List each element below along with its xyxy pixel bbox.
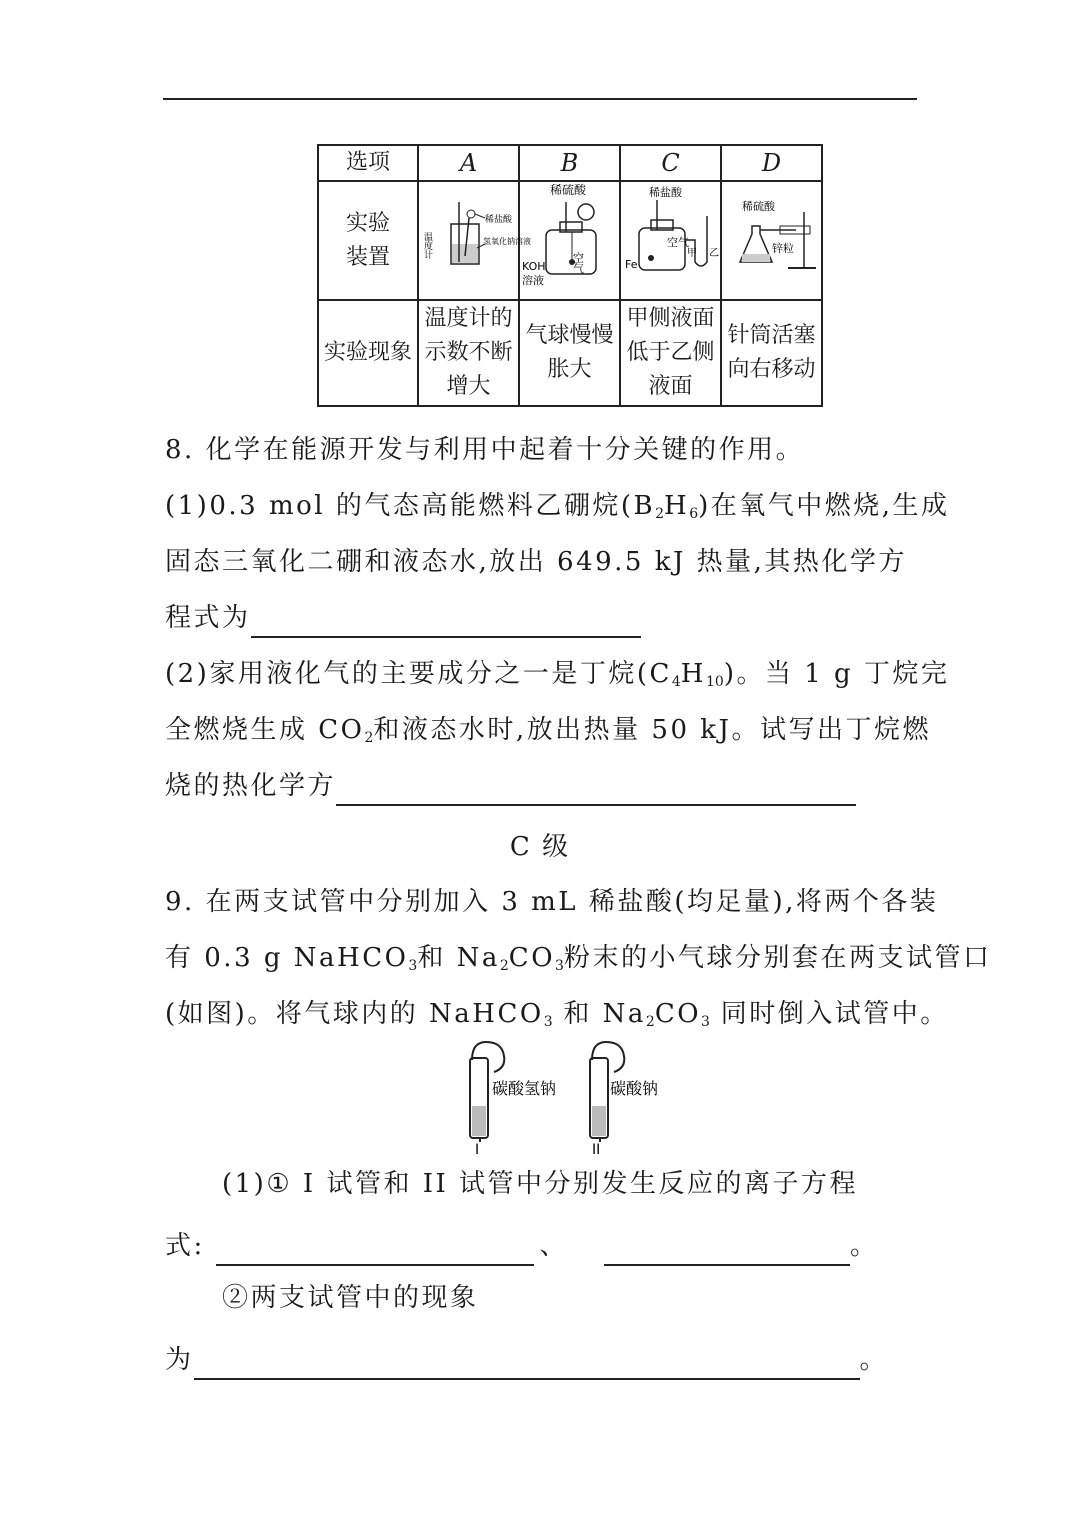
answer-blank[interactable] <box>194 1348 860 1380</box>
text: CO <box>654 999 702 1029</box>
subscript: 2 <box>499 958 509 974</box>
text: 粉末的小气球分别套在两支试管口 <box>563 943 992 973</box>
apparatus-c-diagram <box>623 182 719 288</box>
apparatus-a-diagram <box>421 182 531 288</box>
device-c-cell <box>620 181 721 300</box>
text: 和液态水时,放出热量 50 kJ。试写出丁烷燃 <box>373 715 931 745</box>
device-b-label: 稀硫酸 <box>549 183 586 197</box>
text: 、 <box>539 1231 569 1261</box>
text: 为 <box>165 1345 194 1375</box>
text: 程式为 <box>165 603 251 633</box>
text: 和 Na <box>552 999 646 1029</box>
top-rule <box>163 98 917 100</box>
header-cell: C <box>620 145 721 181</box>
header-cell: A <box>418 145 519 181</box>
acid-liquid-2 <box>592 1106 606 1136</box>
tube-label-2: II <box>592 1142 601 1158</box>
device-a-cell <box>418 181 531 300</box>
tube-label-1: I <box>475 1142 480 1158</box>
q8-part2-line3 <box>165 766 856 806</box>
subscript: 3 <box>408 958 418 974</box>
q8-part2-line1 <box>165 654 949 702</box>
phenomenon-a <box>418 300 519 406</box>
text: 式: <box>165 1231 205 1261</box>
device-a-label: 稀盐酸 <box>484 215 512 225</box>
level-heading: C 级 <box>509 832 571 862</box>
device-a-label: 氢氧化钠溶液 <box>482 237 531 246</box>
phenomenon-d <box>721 300 822 406</box>
phenomenon-c <box>620 300 721 406</box>
label-line: 实验 <box>345 210 390 236</box>
q8-part1-line3 <box>165 598 641 638</box>
device-c-label: 乙 <box>708 248 719 259</box>
device-c-label: 甲 <box>686 248 697 259</box>
acid-liquid-1 <box>472 1106 486 1136</box>
subscript: 6 <box>689 506 699 522</box>
phenomenon-line: 针筒活塞 <box>727 323 816 348</box>
answer-blank[interactable] <box>216 1234 534 1266</box>
device-row-label <box>318 181 418 300</box>
phenomenon-line: 甲侧液面 <box>626 306 715 331</box>
phenomenon-b <box>519 300 620 406</box>
text: H <box>680 659 706 689</box>
device-c-label: Fe <box>624 258 637 271</box>
q8-part2-line2 <box>165 710 931 758</box>
device-d-label: 锌粒 <box>771 242 794 255</box>
apparatus-d-diagram <box>724 182 820 288</box>
subscript: 3 <box>555 958 564 974</box>
subscript: 2 <box>645 1014 655 1030</box>
q9-line1: 9. 在两支试管中分别加入 3 mL 稀盐酸(均足量),将两个各装 <box>165 887 939 917</box>
device-d-label: 稀硫酸 <box>741 200 775 213</box>
device-b-label: 空气 <box>571 252 584 274</box>
subscript: 4 <box>671 674 681 690</box>
q9-line2 <box>165 938 991 986</box>
figure-label-na2co3: 碳酸钠 <box>610 1079 659 1098</box>
text: 同时倒入试管中。 <box>709 999 949 1029</box>
subscript: 3 <box>543 1014 553 1030</box>
answer-blank[interactable] <box>604 1234 850 1266</box>
phenomenon-line: 低于乙侧 <box>626 340 715 365</box>
answer-blank[interactable] <box>251 606 641 638</box>
device-b-cell <box>519 181 620 300</box>
q9-line3 <box>165 994 949 1042</box>
subscript: 2 <box>364 730 374 746</box>
text: )。当 1 g 丁烷完 <box>723 659 950 689</box>
subscript: 3 <box>701 1014 710 1030</box>
answer-blank[interactable] <box>336 774 856 806</box>
q9-part2-line2 <box>165 1340 888 1380</box>
device-b-label: KOH <box>521 260 546 273</box>
text: (如图)。将气球内的 NaHCO <box>165 999 544 1029</box>
header-cell: D <box>721 145 822 181</box>
text: )在氧气中燃烧,生成 <box>698 491 950 521</box>
q9-part1-line1: (1)① I 试管和 II 试管中分别发生反应的离子方程 <box>222 1169 859 1199</box>
table-device-row <box>318 181 822 300</box>
text: 烧的热化学方 <box>165 771 337 801</box>
q8-part1-line2: 固态三氧化二硼和液态水,放出 649.5 kJ 热量,其热化学方 <box>165 547 907 577</box>
header-cell: 选项 <box>318 145 418 181</box>
text: (1)0.3 mol 的气态高能燃料乙硼烷(B <box>165 491 656 521</box>
table-phenomenon-row <box>318 300 822 406</box>
text: 全燃烧生成 CO <box>165 715 365 745</box>
text: 。 <box>850 1231 879 1261</box>
options-table <box>317 144 823 407</box>
text: (2)家用液化气的主要成分之一是丁烷(C <box>165 659 672 689</box>
text: 。 <box>859 1345 889 1375</box>
phenomenon-line: 增大 <box>446 374 491 399</box>
phenomenon-line: 气球慢慢 <box>525 323 614 348</box>
device-c-label: 空气 <box>666 236 689 249</box>
text: H <box>664 491 690 521</box>
phenomenon-line: 温度计的 <box>424 306 513 331</box>
phenomenon-row-label: 实验现象 <box>318 300 418 406</box>
device-d-cell <box>721 181 822 300</box>
header-cell: B <box>519 145 620 181</box>
subscript: 2 <box>655 506 665 522</box>
phenomenon-line: 胀大 <box>547 357 592 382</box>
figure-label-nahco3: 碳酸氢钠 <box>492 1079 557 1098</box>
q8-part1-line1 <box>165 486 950 534</box>
q8-intro: 8. 化学在能源开发与利用中起着十分关键的作用。 <box>165 435 805 465</box>
text: 和 Na <box>417 943 500 973</box>
device-c-label: 稀盐酸 <box>648 186 682 199</box>
apparatus-b-diagram <box>522 182 618 288</box>
label-line: 装置 <box>345 244 390 270</box>
device-a-label: 温度计 <box>421 232 432 259</box>
test-tubes-figure <box>460 1038 680 1156</box>
table-header-row <box>318 145 822 181</box>
phenomenon-line: 示数不断 <box>424 340 513 365</box>
device-b-label: 溶液 <box>521 274 544 287</box>
q9-part2-line1: ②两支试管中的现象 <box>222 1283 479 1313</box>
subscript: 10 <box>705 674 724 690</box>
phenomenon-line: 向右移动 <box>727 357 816 382</box>
text: 有 0.3 g NaHCO <box>165 943 409 973</box>
phenomenon-line: 液面 <box>648 374 693 399</box>
text: CO <box>508 943 556 973</box>
q9-part1-line2 <box>165 1226 879 1266</box>
